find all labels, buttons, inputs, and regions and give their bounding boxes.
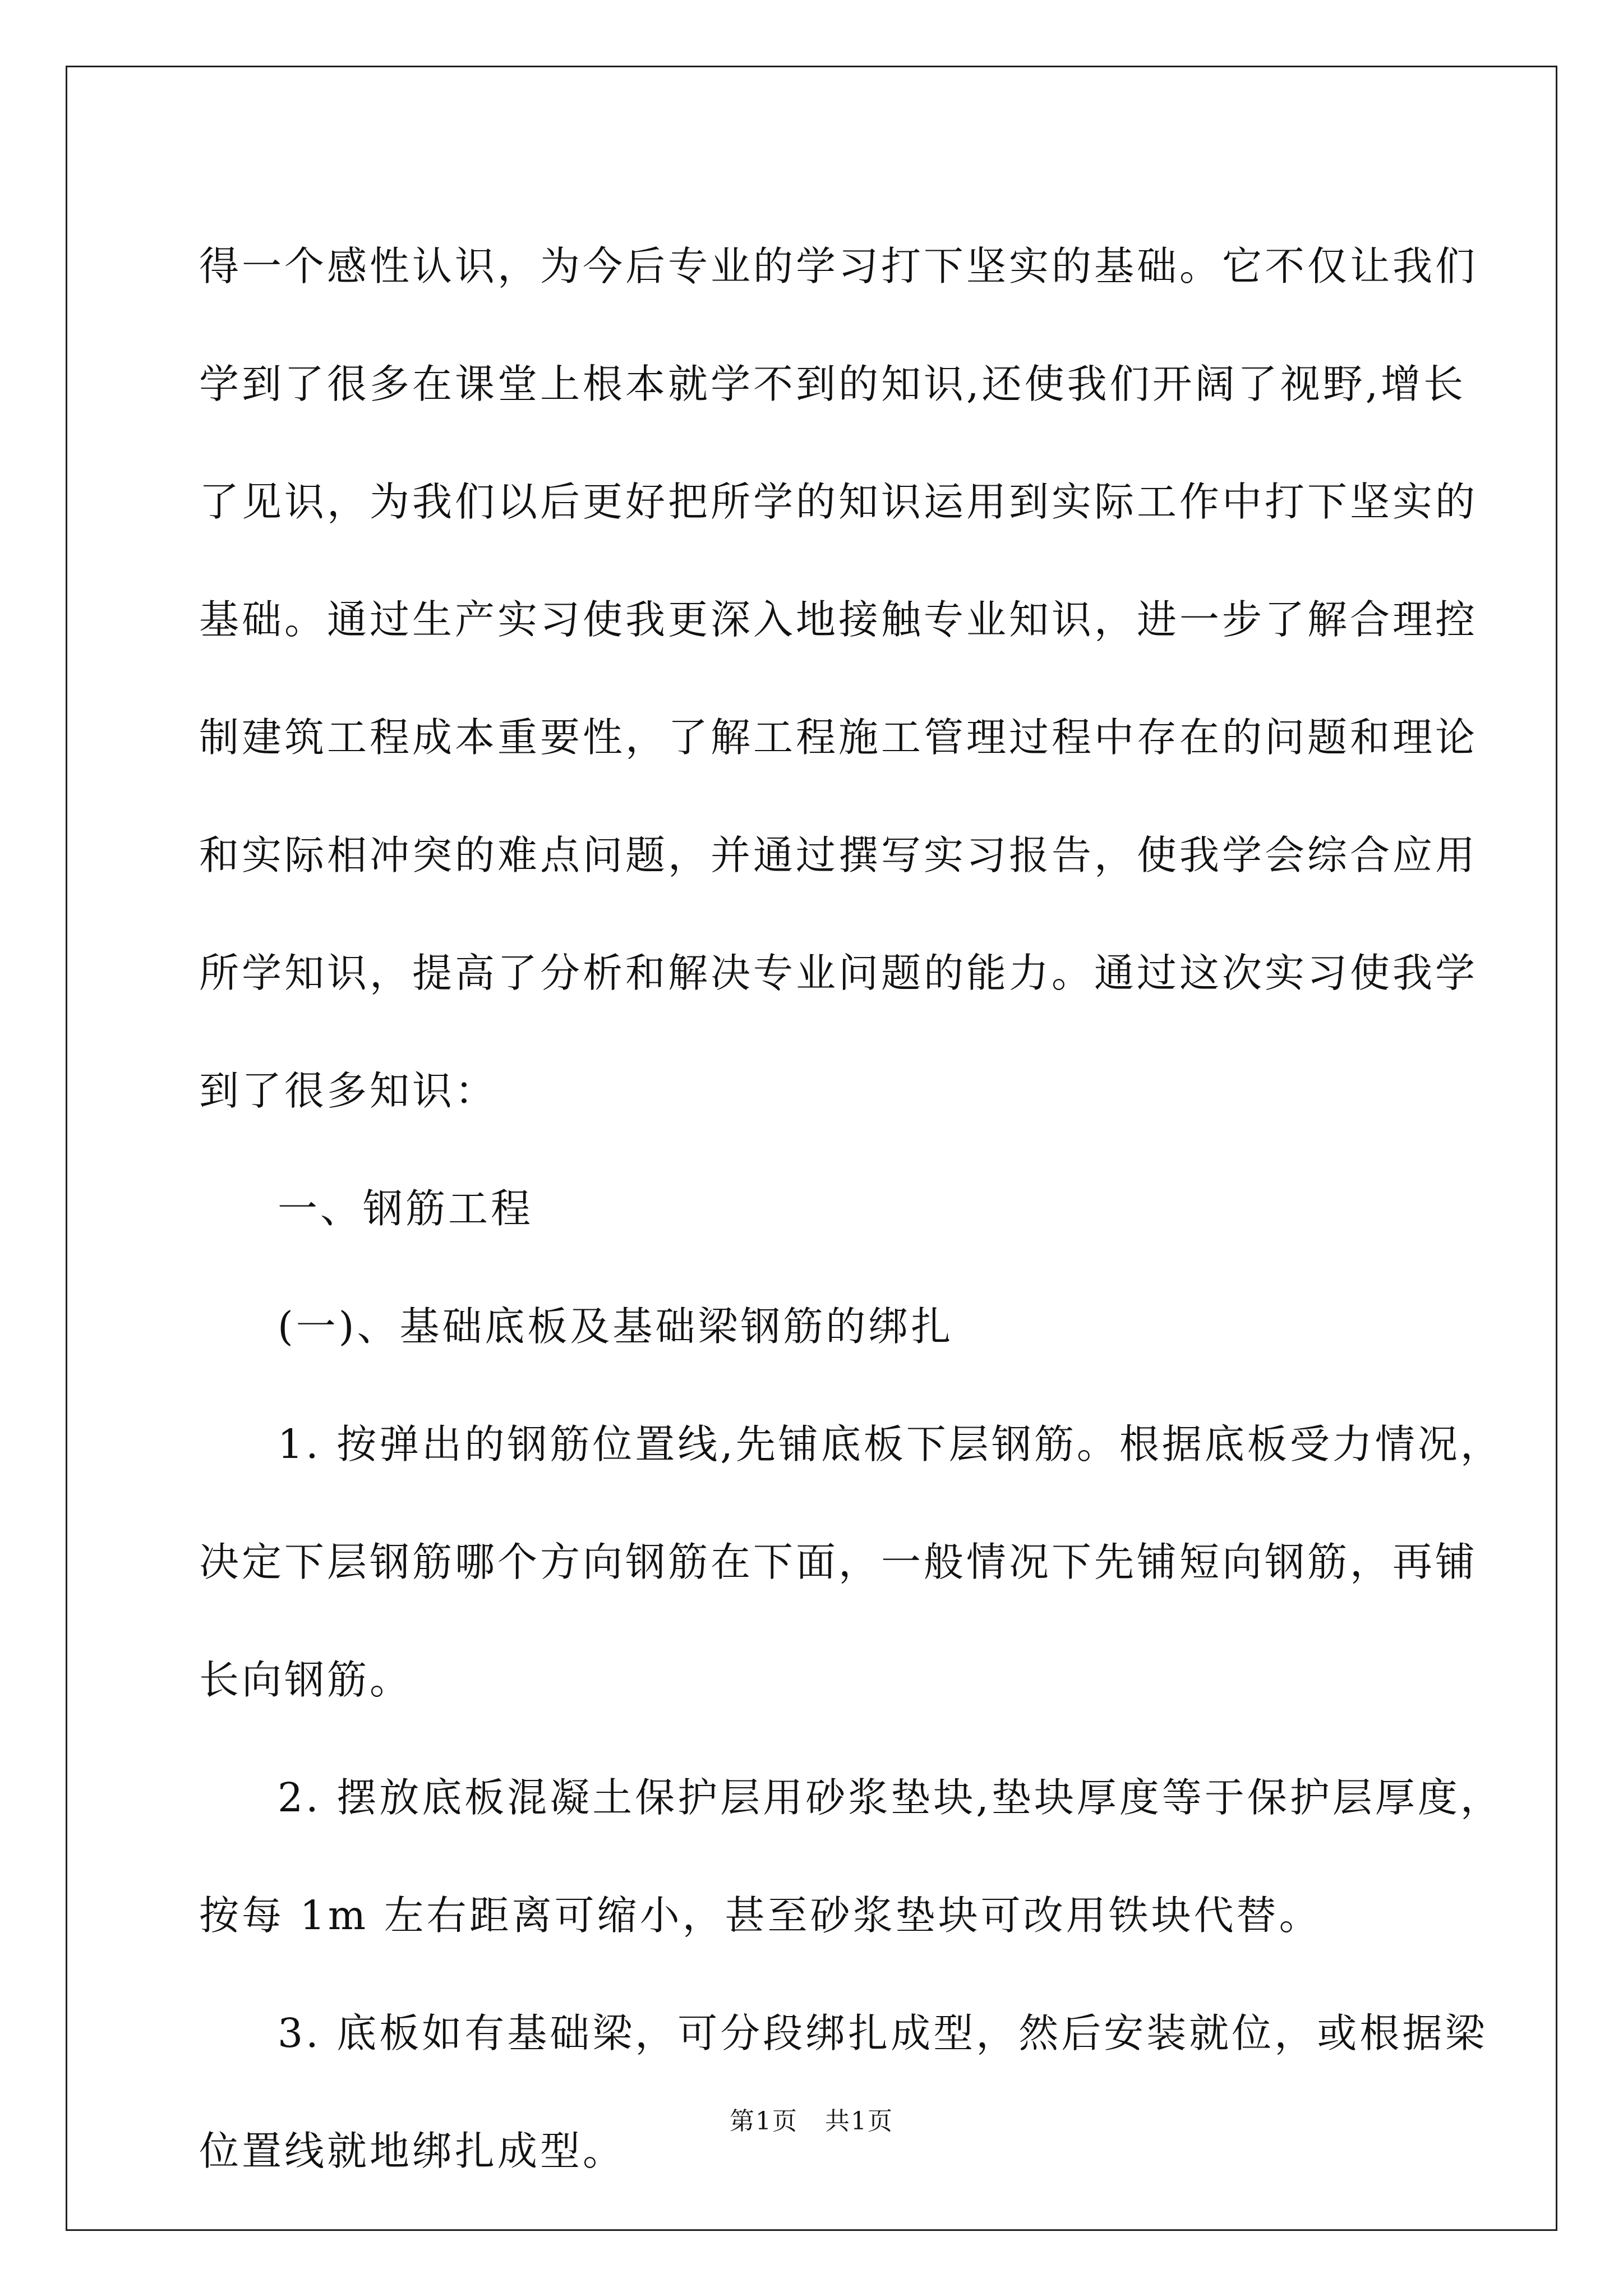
body-line: 决定下层钢筋哪个方向钢筋在下面，一般情况下先铺短向钢筋，再铺 — [199, 1539, 1478, 1585]
body-line: 得一个感性认识，为今后专业的学习打下坚实的基础。它不仅让我们 — [199, 243, 1478, 289]
body-line: 位置线就地绑扎成型。 — [199, 2128, 626, 2174]
body-line: 基础。通过生产实习使我更深入地接触专业知识，进一步了解合理控 — [199, 596, 1478, 643]
body-line: 和实际相冲突的难点问题，并通过撰写实习报告，使我学会综合应用 — [199, 832, 1478, 878]
section-heading: 一、钢筋工程 — [278, 1185, 534, 1232]
body-line: 学到了很多在课堂上根本就学不到的知识,还使我们开阔了视野,增长 — [199, 361, 1467, 407]
body-line: 到了很多知识： — [199, 1068, 498, 1114]
body-line: 长向钢筋。 — [199, 1657, 413, 1703]
list-item-3-start: 3. 底板如有基础梁，可分段绑扎成型，然后安装就位，或根据梁 — [278, 2010, 1488, 2056]
document-body — [199, 208, 1503, 2210]
body-line: 制建筑工程成本重要性，了解工程施工管理过程中存在的问题和理论 — [199, 714, 1478, 761]
list-item-2-start: 2. 摆放底板混凝土保护层用砂浆垫块,垫块厚度等于保护层厚度， — [278, 1774, 1503, 1821]
page-number-footer: 第1页 共1页 — [730, 2107, 893, 2136]
body-line: 按每 1m 左右距离可缩小，甚至砂浆垫块可改用铁块代替。 — [199, 1892, 1322, 1939]
body-line: 所学知识，提高了分析和解决专业问题的能力。通过这次实习使我学 — [199, 950, 1478, 996]
subsection-heading: (一)、基础底板及基础梁钢筋的绑扎 — [278, 1303, 954, 1350]
list-item-1-start: 1. 按弹出的钢筋位置线,先铺底板下层钢筋。根据底板受力情况， — [278, 1421, 1503, 1467]
body-line: 了见识，为我们以后更好把所学的知识运用到实际工作中打下坚实的 — [199, 478, 1478, 525]
